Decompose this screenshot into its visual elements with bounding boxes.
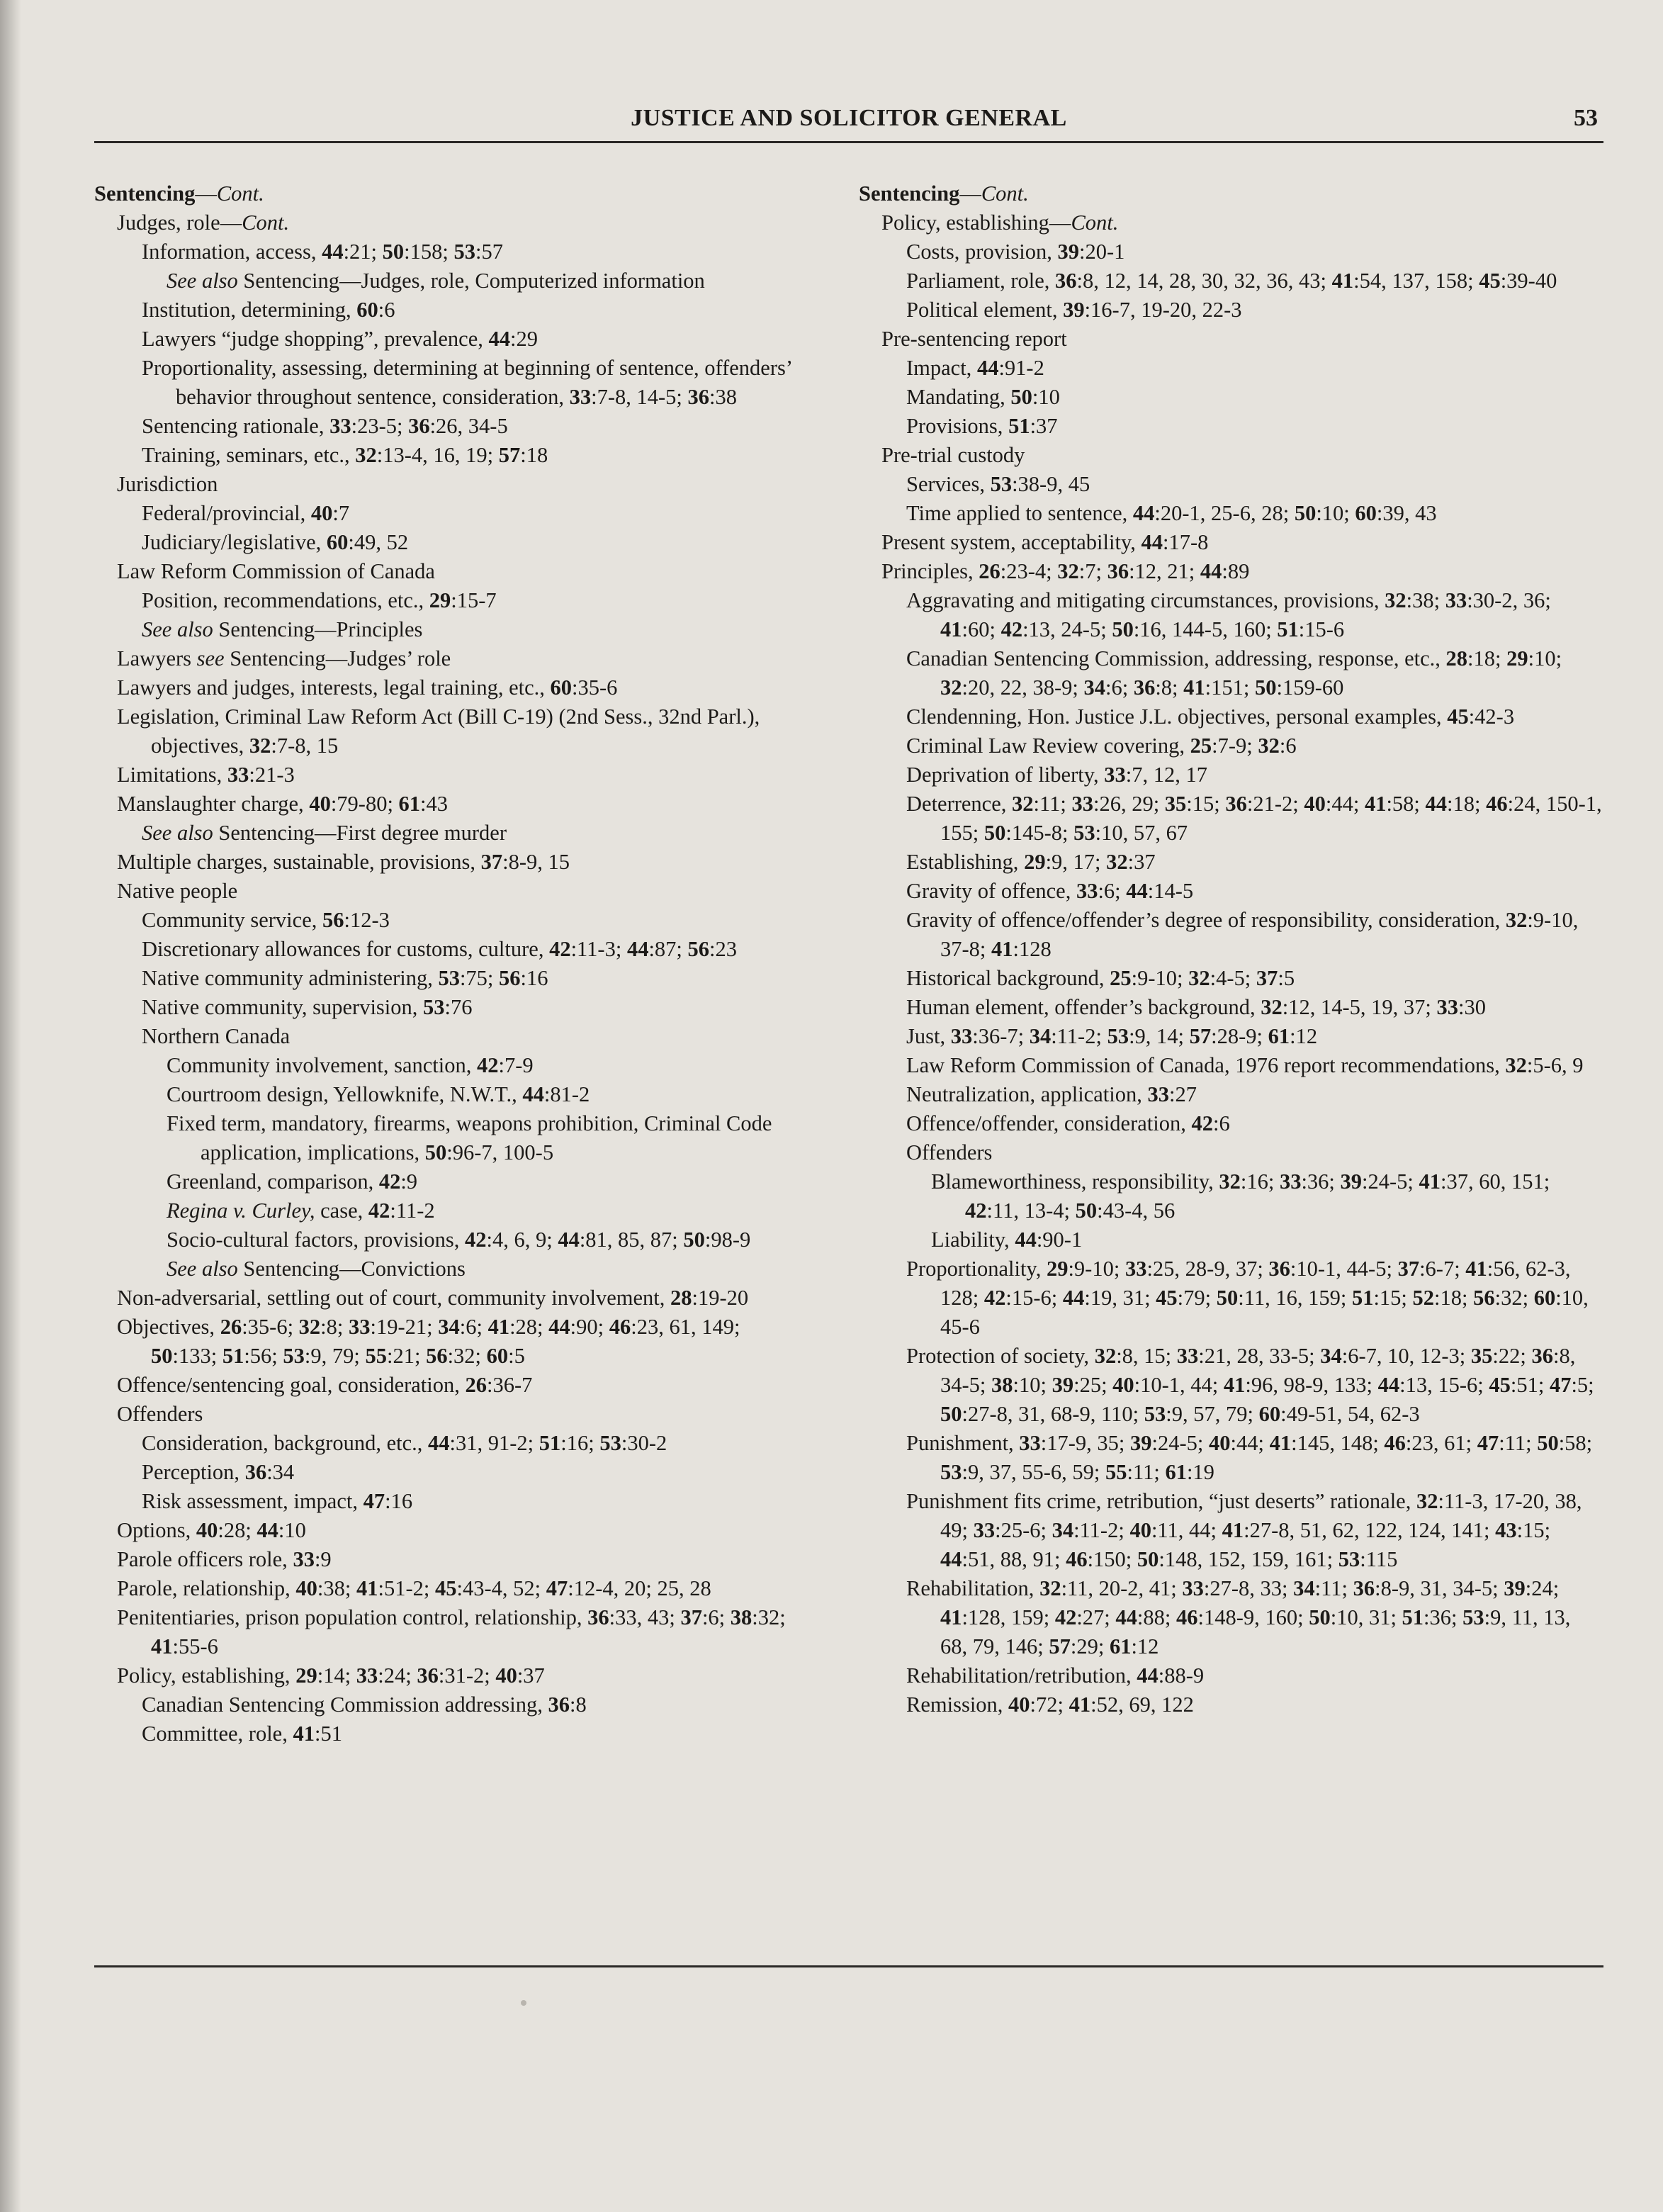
index-entry: Principles, 26:23-4; 32:7; 36:12, 21; 44:89 — [881, 559, 1250, 583]
index-entry: Offence/sentencing goal, consideration, 26:36-7 — [117, 1373, 533, 1397]
index-entry: Punishment fits crime, retribution, “just deserts” rationale, 32:11-3, 17-20, 38, 49; 33:25-6; 34:11-2; 40:11, 44; 41:27-8, 51, 62, 122, 124, 141; 43:15; 44:51, 88, 91; 46:150; 50:148, 152, 159, 161; 53:115 — [906, 1489, 1582, 1571]
index-entry: Pre-trial custody — [881, 443, 1025, 467]
index-entry: See also Sentencing—Principles — [142, 617, 423, 641]
index-entry: Neutralization, application, 33:27 — [906, 1082, 1197, 1106]
index-entry: Proportionality, 29:9-10; 33:25, 28-9, 37; 36:10-1, 44-5; 37:6-7; 41:56, 62-3, 128; 42:15-6; 44:19, 31; 45:79; 50:11, 16, 159; 51:15; 52:18; 56:32; 60:10, 45-6 — [906, 1257, 1589, 1339]
index-entry: See also Sentencing—Judges, role, Computerized information — [167, 269, 705, 293]
index-entry: Position, recommendations, etc., 29:15-7 — [142, 588, 497, 612]
index-entry: Present system, acceptability, 44:17-8 — [881, 530, 1209, 554]
index-entry: Just, 33:36-7; 34:11-2; 53:9, 14; 57:28-9; 61:12 — [906, 1024, 1318, 1048]
index-entry: See also Sentencing—First degree murder — [142, 821, 507, 845]
index-entry: Punishment, 33:17-9, 35; 39:24-5; 40:44; 41:145, 148; 46:23, 61; 47:11; 50:58; 53:9, 37, 55-6, 59; 55:11; 61:19 — [906, 1431, 1593, 1484]
index-entry: Policy, establishing—Cont. — [881, 210, 1119, 235]
index-entry: Discretionary allowances for customs, culture, 42:11-3; 44:87; 56:23 — [142, 937, 737, 961]
index-entry: See also Sentencing—Convictions — [167, 1257, 466, 1281]
index-entry: Mandating, 50:10 — [906, 385, 1060, 409]
index-entry: Non-adversarial, settling out of court, community involvement, 28:19-20 — [117, 1286, 749, 1310]
index-entry: Lawyers “judge shopping”, prevalence, 44:29 — [142, 327, 538, 351]
index-column-right — [859, 179, 1603, 1719]
index-entry: Parole, relationship, 40:38; 41:51-2; 45:43-4, 52; 47:12-4, 20; 25, 28 — [117, 1576, 711, 1600]
paper-speck — [521, 2000, 526, 2006]
index-entry: Blameworthiness, responsibility, 32:16; 33:36; 39:24-5; 41:37, 60, 151; 42:11, 13-4; 50:43-4, 56 — [931, 1169, 1550, 1223]
index-entry: Impact, 44:91-2 — [906, 356, 1044, 380]
index-entry: Deterrence, 32:11; 33:26, 29; 35:15; 36:21-2; 40:44; 41:58; 44:18; 46:24, 150-1, 155; 50:145-8; 53:10, 57, 67 — [906, 792, 1602, 845]
index-entry: Deprivation of liberty, 33:7, 12, 17 — [906, 763, 1207, 787]
index-entry: Greenland, comparison, 42:9 — [167, 1169, 418, 1194]
index-entry: Political element, 39:16-7, 19-20, 22-3 — [906, 298, 1242, 322]
index-entry: Native people — [117, 879, 238, 903]
index-entry: Perception, 36:34 — [142, 1460, 295, 1484]
index-entry: Options, 40:28; 44:10 — [117, 1518, 306, 1542]
index-heading: Sentencing—Cont. — [94, 181, 264, 206]
header-rule — [94, 141, 1603, 143]
index-entry: Risk assessment, impact, 47:16 — [142, 1489, 413, 1513]
running-header-title: JUSTICE AND SOLICITOR GENERAL — [631, 105, 1067, 131]
index-entry: Rehabilitation/retribution, 44:88-9 — [906, 1663, 1205, 1688]
index-entry: Canadian Sentencing Commission, addressing, response, etc., 28:18; 29:10; 32:20, 22, 38-9; 34:6; 36:8; 41:151; 50:159-60 — [906, 646, 1562, 700]
index-entry: Lawyers see Sentencing—Judges’ role — [117, 646, 451, 670]
index-entry: Judiciary/legislative, 60:49, 52 — [142, 530, 409, 554]
index-entry: Liability, 44:90-1 — [931, 1228, 1083, 1252]
index-entry: Aggravating and mitigating circumstances, provisions, 32:38; 33:30-2, 36; 41:60; 42:13, 24-5; 50:16, 144-5, 160; 51:15-6 — [906, 588, 1551, 641]
index-entry: Judges, role—Cont. — [117, 210, 290, 235]
index-entry: Establishing, 29:9, 17; 32:37 — [906, 850, 1156, 874]
index-entry: Community service, 56:12-3 — [142, 908, 390, 932]
index-entry: Offence/offender, consideration, 42:6 — [906, 1111, 1230, 1135]
index-entry: Native community, supervision, 53:76 — [142, 995, 473, 1019]
index-entry: Consideration, background, etc., 44:31, 91-2; 51:16; 53:30-2 — [142, 1431, 667, 1455]
index-entry: Gravity of offence/offender’s degree of responsibility, consideration, 32:9-10, 37-8; 41:128 — [906, 908, 1579, 961]
running-header — [94, 105, 1603, 139]
index-entry: Human element, offender’s background, 32:12, 14-5, 19, 37; 33:30 — [906, 995, 1486, 1019]
index-entry: Law Reform Commission of Canada, 1976 report recommendations, 32:5-6, 9 — [906, 1053, 1584, 1077]
index-entry: Clendenning, Hon. Justice J.L. objectives, personal examples, 45:42-3 — [906, 704, 1515, 729]
index-entry: Services, 53:38-9, 45 — [906, 472, 1090, 496]
index-column-left — [94, 179, 810, 1748]
index-entry: Parole officers role, 33:9 — [117, 1547, 332, 1571]
index-entry: Institution, determining, 60:6 — [142, 298, 395, 322]
index-entry: Policy, establishing, 29:14; 33:24; 36:31-2; 40:37 — [117, 1663, 545, 1688]
page-edge-shadow — [0, 0, 21, 2212]
index-entry: Information, access, 44:21; 50:158; 53:57 — [142, 240, 503, 264]
index-entry: Law Reform Commission of Canada — [117, 559, 435, 583]
index-entry: Parliament, role, 36:8, 12, 14, 28, 30, 32, 36, 43; 41:54, 137, 158; 45:39-40 — [906, 269, 1557, 293]
index-entry: Gravity of offence, 33:6; 44:14-5 — [906, 879, 1194, 903]
index-entry: Northern Canada — [142, 1024, 291, 1048]
index-entry: Regina v. Curley, case, 42:11-2 — [167, 1198, 435, 1223]
index-entry: Criminal Law Review covering, 25:7-9; 32:6 — [906, 734, 1297, 758]
index-heading: Sentencing—Cont. — [859, 181, 1029, 206]
index-entry: Limitations, 33:21-3 — [117, 763, 295, 787]
index-entry: Remission, 40:72; 41:52, 69, 122 — [906, 1692, 1194, 1717]
index-entry: Penitentiaries, prison population control, relationship, 36:33, 43; 37:6; 38:32; 41:55-6 — [117, 1605, 786, 1658]
index-entry: Socio-cultural factors, provisions, 42:4, 6, 9; 44:81, 85, 87; 50:98-9 — [167, 1228, 751, 1252]
index-entry: Community involvement, sanction, 42:7-9 — [167, 1053, 534, 1077]
index-entry: Federal/provincial, 40:7 — [142, 501, 350, 525]
index-entry: Multiple charges, sustainable, provisions, 37:8-9, 15 — [117, 850, 570, 874]
index-entry: Provisions, 51:37 — [906, 414, 1058, 438]
index-entry: Offenders — [906, 1140, 993, 1164]
footer-rule — [94, 1965, 1603, 1967]
index-entry: Jurisdiction — [117, 472, 218, 496]
index-entry: Offenders — [117, 1402, 203, 1426]
index-entry: Legislation, Criminal Law Reform Act (Bill C-19) (2nd Sess., 32nd Parl.), objectives, 32:7-8, 15 — [117, 704, 760, 758]
index-entry: Costs, provision, 39:20-1 — [906, 240, 1125, 264]
index-entry: Time applied to sentence, 44:20-1, 25-6, 28; 50:10; 60:39, 43 — [906, 501, 1437, 525]
index-entry: Proportionality, assessing, determining at beginning of sentence, offenders’ behavior throughout sentence, consideration, 33:7-8, 14-5; 36:38 — [142, 356, 791, 409]
index-entry: Native community administering, 53:75; 56:16 — [142, 966, 548, 990]
index-entry: Historical background, 25:9-10; 32:4-5; 37:5 — [906, 966, 1295, 990]
index-entry: Fixed term, mandatory, firearms, weapons prohibition, Criminal Code application, implications, 50:96-7, 100-5 — [167, 1111, 772, 1164]
index-entry: Committee, role, 41:51 — [142, 1722, 342, 1746]
index-entry: Pre-sentencing report — [881, 327, 1067, 351]
index-entry: Courtroom design, Yellowknife, N.W.T., 44:81-2 — [167, 1082, 590, 1106]
index-entry: Protection of society, 32:8, 15; 33:21, 28, 33-5; 34:6-7, 10, 12-3; 35:22; 36:8, 34-5; 38:10; 39:25; 40:10-1, 44; 41:96, 98-9, 133; 44:13, 15-6; 45:51; 47:5; 50:27-8, 31, 68-9, 110; 53:9, 57, 79; 60:49-51, 54, 62-3 — [906, 1344, 1594, 1426]
index-entry: Rehabilitation, 32:11, 20-2, 41; 33:27-8, 33; 34:11; 36:8-9, 31, 34-5; 39:24; 41:128, 159; 42:27; 44:88; 46:148-9, 160; 50:10, 31; 51:36; 53:9, 11, 13, 68, 79, 146; 57:29; 61:12 — [906, 1576, 1571, 1658]
index-entry: Canadian Sentencing Commission addressing, 36:8 — [142, 1692, 587, 1717]
index-entry: Manslaughter charge, 40:79-80; 61:43 — [117, 792, 449, 816]
index-entry: Objectives, 26:35-6; 32:8; 33:19-21; 34:6; 41:28; 44:90; 46:23, 61, 149; 50:133; 51:56; 53:9, 79; 55:21; 56:32; 60:5 — [117, 1315, 740, 1368]
index-entry: Sentencing rationale, 33:23-5; 36:26, 34-5 — [142, 414, 508, 438]
index-entry: Lawyers and judges, interests, legal training, etc., 60:35-6 — [117, 675, 618, 700]
index-entry: Training, seminars, etc., 32:13-4, 16, 19; 57:18 — [142, 443, 548, 467]
page-number: 53 — [1574, 105, 1598, 131]
